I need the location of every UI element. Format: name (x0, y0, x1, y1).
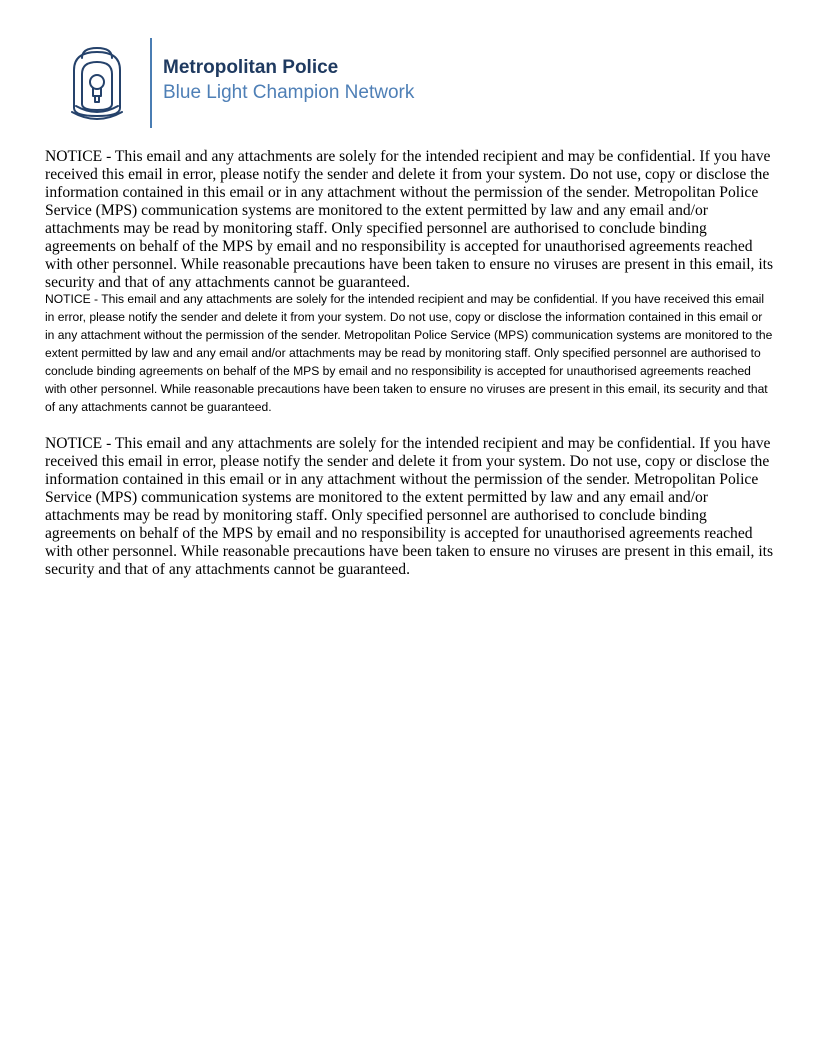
network-name: Blue Light Champion Network (163, 82, 415, 103)
logo-divider (150, 38, 152, 128)
org-name: Metropolitan Police (163, 57, 339, 78)
blue-light-champion-logo (66, 34, 446, 130)
confidentiality-notice: NOTICE - This email and any attachments are solely for the intended recipient and may be confidential. If you have received this email in error, please notify the sender and delete it from your system. Do not use, copy or disclose the information contained in this email or in any attachment without the permission of the sender. Metropolitan Police Service (MPS) communication systems are monitored to the extent permitted by law and any email and/or attachments may be read by monitoring staff. Only specified personnel are authorised to conclude binding agreements on behalf of the MPS by email and no responsibility is accepted for unauthorised agreements reached with other personnel. While reasonable precautions have been taken to ensure no viruses are present in this email, its security and that of any attachments cannot be guaranteed. (45, 292, 773, 414)
confidentiality-notice: NOTICE - This email and any attachments are solely for the intended recipient and may be confidential. If you have received this email in error, please notify the sender and delete it from your system. Do not use, copy or disclose the information contained in this email or in any attachment without the permission of the sender. Metropolitan Police Service (MPS) communication systems are monitored to the extent permitted by law and any email and/or attachments may be read by monitoring staff. Only specified personnel are authorised to conclude binding agreements on behalf of the MPS by email and no responsibility is accepted for unauthorised agreements reached with other personnel. While reasonable precautions have been taken to ensure no viruses are present in this email, its security and that of any attachments cannot be guaranteed. (45, 435, 774, 578)
confidentiality-notice: NOTICE - This email and any attachments are solely for the intended recipient and may be confidential. If you have received this email in error, please notify the sender and delete it from your system. Do not use, copy or disclose the information contained in this email or in any attachment without the permission of the sender. Metropolitan Police Service (MPS) communication systems are monitored to the extent permitted by law and any email and/or attachments may be read by monitoring staff. Only specified personnel are authorised to conclude binding agreements on behalf of the MPS by email and no responsibility is accepted for unauthorised agreements reached with other personnel. While reasonable precautions have been taken to ensure no viruses are present in this email, its security and that of any attachments cannot be guaranteed. (45, 148, 774, 291)
blue-light-icon (66, 46, 128, 122)
